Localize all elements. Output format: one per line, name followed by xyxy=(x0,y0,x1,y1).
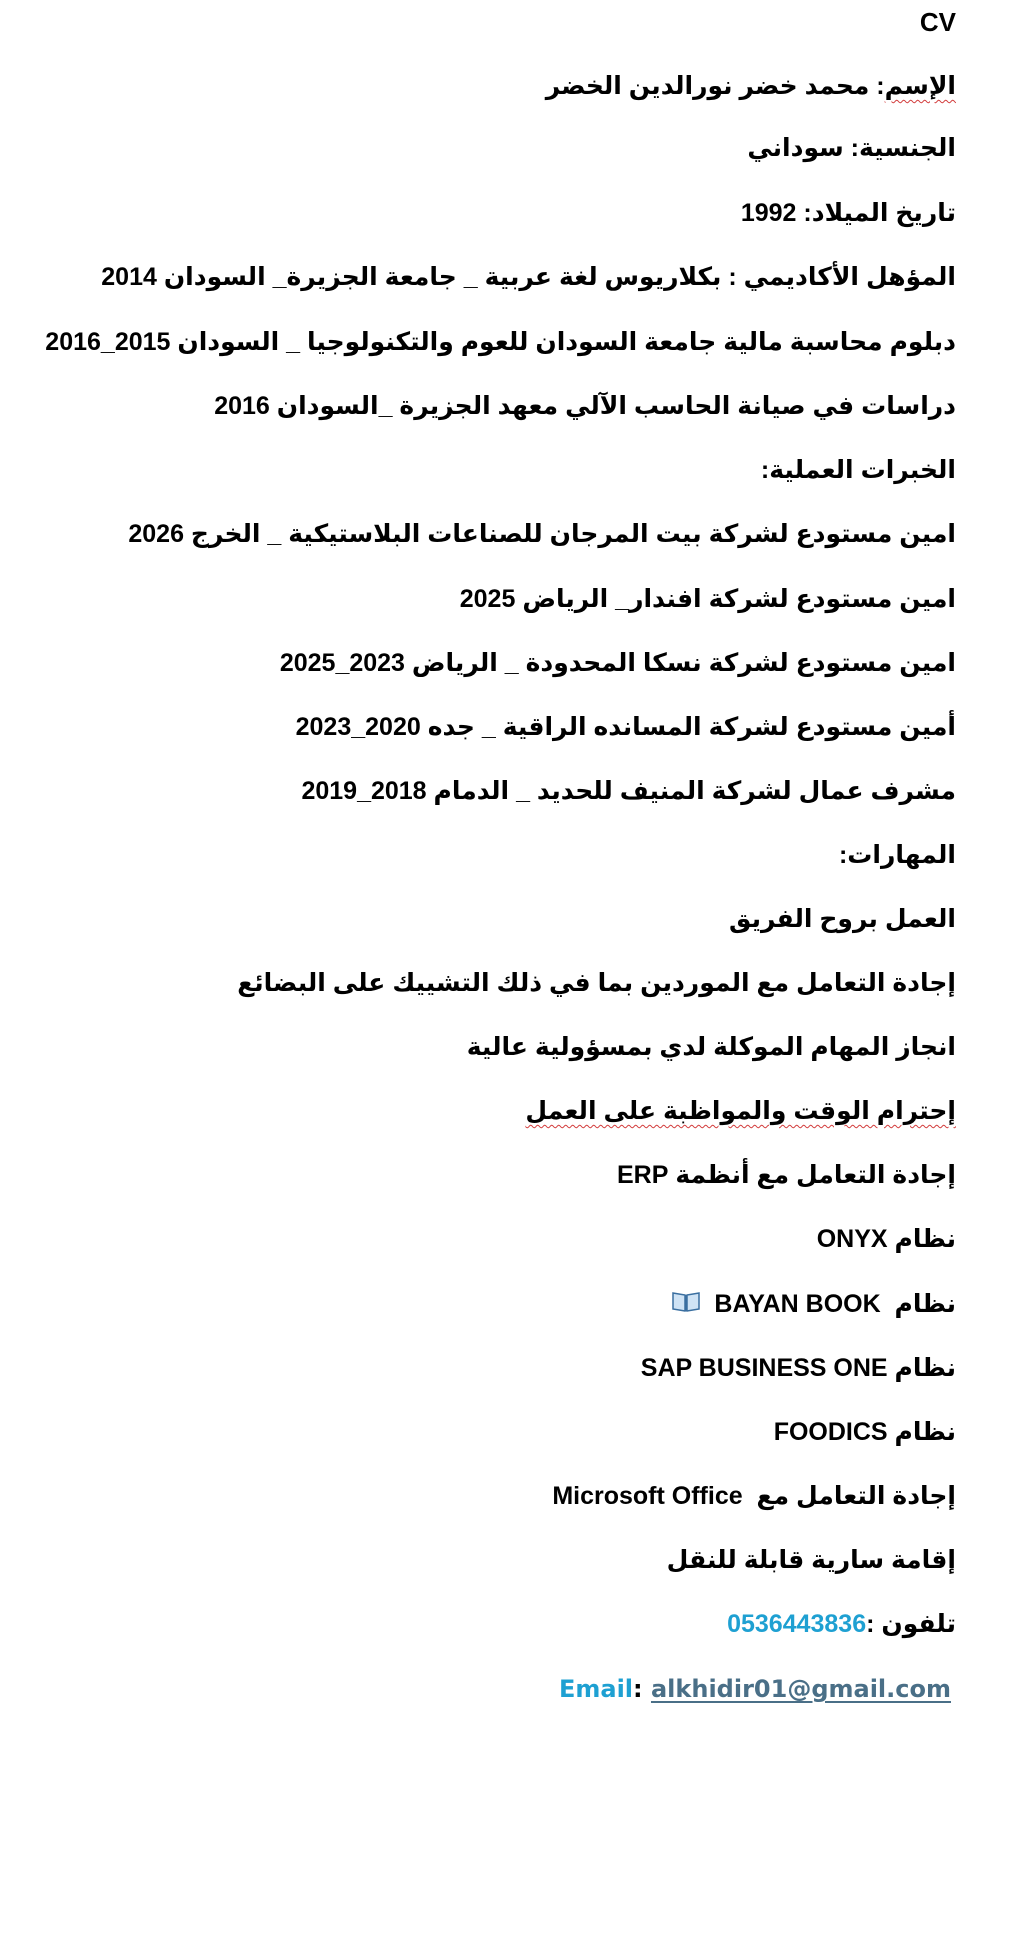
birth-label: تاريخ الميلاد xyxy=(811,199,956,227)
phone-line xyxy=(56,1604,956,1644)
birth-value: 1992 xyxy=(740,199,797,227)
nationality-line: الجنسية: سوداني xyxy=(747,134,956,162)
system-name: BAYAN BOOK xyxy=(714,1290,881,1318)
education-line: المؤهل الأكاديمي : بكلاريوس لغة عربية _ جامعة الجزيرة_ السودان 2014 xyxy=(101,263,956,291)
name-value: محمد خضر نورالدين الخضر xyxy=(545,72,870,100)
name-label: الإسم xyxy=(884,72,956,100)
email-label: Email xyxy=(558,1675,634,1703)
system-label: نظام xyxy=(894,1418,956,1446)
office-name: Microsoft Office xyxy=(552,1482,743,1510)
erp-name: ERP xyxy=(617,1161,669,1189)
skill-item: العمل بروح الفريق xyxy=(729,905,956,933)
experience-item: امين مستودع لشركة بيت المرجان للصناعات البلاستيكية _ الخرج 2026 xyxy=(128,520,956,548)
residence-line: إقامة سارية قابلة للنقل xyxy=(666,1546,956,1574)
experience-item: امين مستودع لشركة نسكا المحدودة _ الرياض 2023_2025 xyxy=(279,649,956,677)
email-line: Email: alkhidir01@gmail.com xyxy=(558,1675,951,1703)
education-line: دبلوم محاسبة مالية جامعة السودان للعوم والتكنولوجيا _ السودان 2015_2016 xyxy=(45,328,956,356)
open-book-icon xyxy=(671,1285,701,1325)
birth-line: تاريخ الميلاد: 1992 xyxy=(740,199,956,227)
system-line xyxy=(56,1284,956,1324)
email-link[interactable]: alkhidir01@gmail.com xyxy=(650,1675,951,1703)
experience-heading: الخبرات العملية: xyxy=(760,456,956,484)
erp-line xyxy=(56,1155,956,1195)
office-line xyxy=(56,1476,956,1516)
phone-number[interactable]: 0536443836 xyxy=(727,1610,867,1638)
nationality-value: سوداني xyxy=(747,134,844,162)
system-label: نظام xyxy=(894,1290,956,1318)
name-line: الإسم: محمد خضر نورالدين الخضر xyxy=(545,72,956,100)
experience-item: أمين مستودع لشركة المسانده الراقية _ جده 2020_2023 xyxy=(295,713,956,741)
system-line xyxy=(56,1412,956,1452)
cv-title: CV xyxy=(919,7,956,37)
skill-item: إجادة التعامل مع الموردين بما في ذلك التشييك على البضائع xyxy=(237,969,956,997)
system-name: FOODICS xyxy=(773,1418,888,1446)
skill-item xyxy=(56,1091,956,1131)
system-line xyxy=(56,1348,956,1388)
skill-item: انجاز المهام الموكلة لدي بمسؤولية عالية xyxy=(466,1033,956,1061)
system-name: ONYX xyxy=(816,1225,888,1253)
system-line xyxy=(56,1219,956,1259)
experience-item: امين مستودع لشركة افندار_ الرياض 2025 xyxy=(459,585,956,613)
system-name: SAP BUSINESS ONE xyxy=(640,1354,888,1382)
skills-heading: المهارات: xyxy=(838,841,956,869)
system-label: نظام xyxy=(894,1354,956,1382)
education-line: دراسات في صيانة الحاسب الآلي معهد الجزيرة _السودان 2016 xyxy=(214,392,956,420)
skill-item-text: إحترام الوقت والمواظبة على العمل xyxy=(525,1097,956,1125)
nationality-label: الجنسية xyxy=(859,134,956,162)
experience-item: مشرف عمال لشركة المنيف للحديد _ الدمام 2018_2019 xyxy=(301,777,956,805)
system-label: نظام xyxy=(894,1225,956,1253)
erp-label: إجادة التعامل مع أنظمة xyxy=(675,1161,956,1189)
office-label: إجادة التعامل مع xyxy=(756,1482,956,1510)
phone-label: تلفون : xyxy=(866,1610,956,1638)
